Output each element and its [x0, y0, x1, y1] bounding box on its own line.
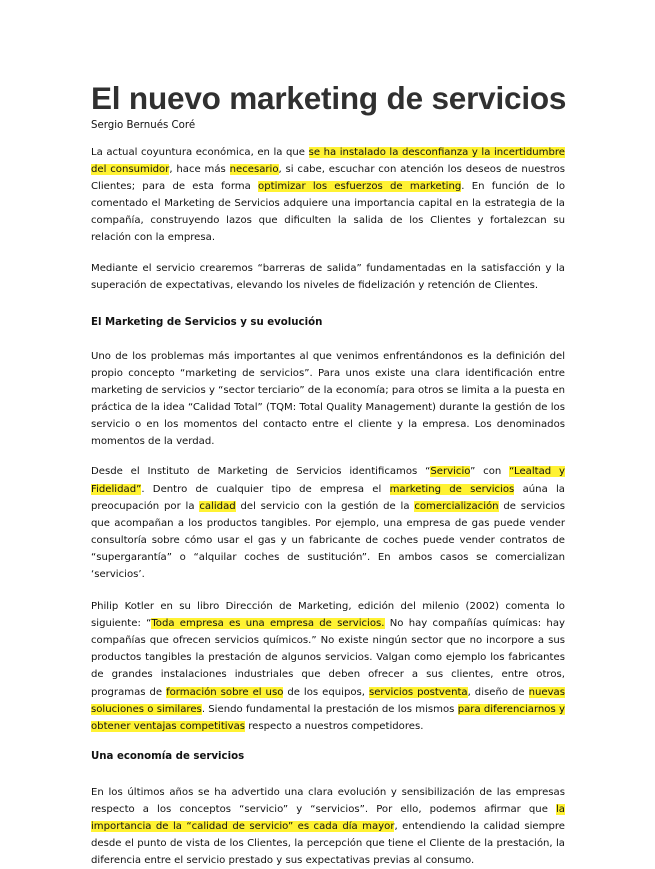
highlighted-text: calidad: [199, 500, 236, 512]
text-run: En los últimos años se ha advertido una clara evolución y sensibilización de las empresas respecto a los conceptos “servicio” y “servicios”. Por ello, podemos afirmar que: [91, 786, 565, 815]
text-run: respecto a nuestros competidores.: [245, 720, 424, 732]
text-run: , entendiendo la calidad siempre desde el punto de vista de los Clientes, la percepción que tiene el Cliente de la prestación, la diferencia entre el servicio prestado y sus expectativas previas al consumo.: [91, 821, 565, 867]
paragraph: [91, 260, 565, 294]
text-run: , hace más: [169, 164, 230, 176]
highlighted-text: marketing de servicios: [389, 483, 515, 495]
highlighted-text: servicios postventa: [368, 686, 468, 698]
text-run: Uno de los problemas más importantes al que venimos enfrentándonos es la definición del propio concepto “marketing de servicios”. Para unos existe una clara identificación entre marketing de servicios y “sector terciario” de la economía; para otros se limita a la puesta en práctica de la idea “Calidad Total” (TQM: Total Quality Management) durante la gestión de los servicio o en los momentos del contacto entre el cliente y la empresa. Los denominados momentos de la verdad.: [91, 350, 565, 448]
text-run: de los equipos,: [283, 686, 369, 698]
text-run: . Siendo fundamental la prestación de los mismos: [201, 703, 458, 715]
highlighted-text: comercialización: [414, 500, 499, 512]
paragraph: [91, 598, 565, 735]
section-heading: [91, 748, 565, 765]
highlighted-text: Servicio: [430, 466, 471, 478]
text-run: . En función de lo comentado el Marketing de Servicios adquiere una importancia capital en la estrategia de la compañía, construyendo lazos que dificulten la salida de los Clientes y fortalezcan su relación con la empresa.: [91, 181, 565, 244]
text-run: Desde el Instituto de Marketing de Servicios identificamos “: [91, 466, 431, 478]
text-run: , si cabe, escuchar con atención los deseos de nuestros Clientes; para de esta forma: [91, 164, 566, 193]
text-run: ” con: [470, 466, 510, 478]
text-run: de servicios que acompañan a los productos tangibles. Por ejemplo, una empresa de gas puede vender consultoría sobre cómo usar el gas y un fabricante de coches puede vender contratos de “supergarantía” o “alquilar coches de sustitución”. En ambos casos se comercializan ‘servicios’.: [91, 500, 565, 580]
highlighted-text: “Lealtad y Fidelidad”: [91, 466, 566, 495]
text-run: , diseño de: [467, 686, 529, 698]
text-run: Philip Kotler en su libro Dirección de Marketing, edición del milenio (2002) comenta lo siguiente: “: [91, 601, 565, 630]
highlighted-text: la importancia de la “calidad de servicio” es cada día mayor: [91, 804, 565, 833]
document-title: El nuevo marketing de servicios: [91, 80, 567, 116]
highlighted-text: optimizar los esfuerzos de marketing: [258, 181, 462, 193]
document-body: [91, 144, 565, 869]
text-run: . Dentro de cualquier tipo de empresa el: [141, 483, 390, 495]
highlighted-text: formación sobre el uso: [166, 686, 284, 698]
section-heading: [91, 314, 565, 331]
text-run: del servicio con la gestión de la: [235, 500, 415, 512]
text-run: Una economía de servicios: [91, 750, 245, 762]
text-run: El Marketing de Servicios y su evolución: [91, 316, 323, 328]
paragraph: [91, 348, 565, 451]
highlighted-text: para diferenciarnos y obtener ventajas competitivas: [91, 703, 565, 732]
text-run: No hay compañías químicas: hay compañías que ofrecen servicios químicos.” No existe ningún sector que no incorpore a sus productos tangibles la prestación de algunos servicios. Valgan como ejemplo los fabricantes de grandes instalaciones industriales que deben ofrecer a sus clientes, entre otros, programas de: [91, 618, 565, 698]
document-author: Sergio Bernués Coré: [91, 120, 196, 131]
paragraph: [91, 784, 565, 869]
text-run: La actual coyuntura económica, en la que: [91, 147, 309, 158]
text-run: Mediante el servicio crearemos “barreras de salida” fundamentadas en la satisfacción y la superación de expectativas, elevando los niveles de fidelización y retención de Clientes.: [91, 262, 565, 291]
highlighted-text: necesario: [229, 164, 279, 176]
paragraph: [91, 144, 565, 247]
text-run: aúna la preocupación por la: [91, 483, 565, 512]
highlighted-text: se ha instalado la desconfianza y la incertidumbre del consumidor: [91, 147, 566, 176]
paragraph: [91, 463, 565, 583]
highlighted-text: nuevas soluciones o similares: [91, 686, 565, 715]
highlighted-text: Toda empresa es una empresa de servicios.: [151, 618, 385, 630]
